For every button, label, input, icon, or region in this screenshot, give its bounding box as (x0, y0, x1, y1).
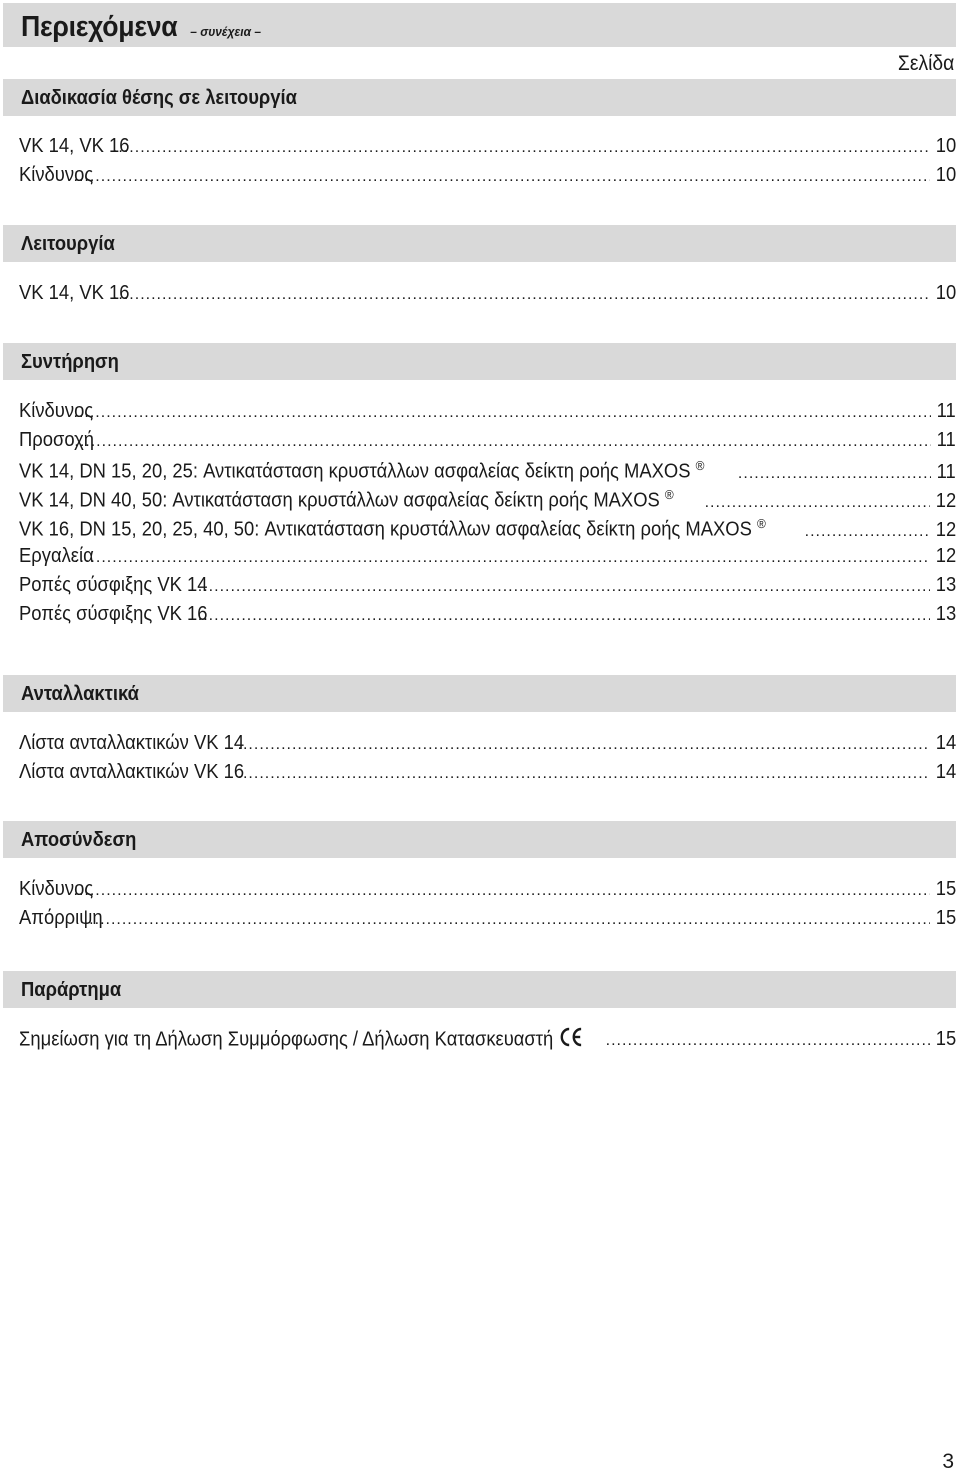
ce-mark-icon (559, 1027, 583, 1053)
toc-entry-page: 15 (935, 878, 956, 900)
section-title: Αποσύνδεση (21, 829, 137, 851)
toc-entry-text (19, 487, 674, 513)
toc-entry[interactable] (19, 135, 956, 163)
toc-entry-page: 15 (935, 1028, 956, 1051)
toc-leader-dots (113, 139, 930, 157)
toc-entry-page: 14 (935, 761, 956, 783)
section-header-operation (3, 225, 956, 262)
toc-entry-label: VK 14, DN 40, 50: Αντικατάσταση κρυστάλλων ασφαλείας δείκτη ροής MAXOS (19, 489, 660, 512)
toc-entry-text (19, 1027, 583, 1053)
section-title: Ανταλλακτικά (21, 683, 139, 705)
toc-entry-page: 10 (935, 135, 956, 157)
toc-leader-dots (705, 494, 930, 512)
title-bar (3, 3, 956, 47)
toc-entry-page: 11 (936, 400, 956, 422)
toc-entry-label: Σημείωση για τη Δήλωση Συμμόρφωσης / Δήλωση Κατασκευαστή (19, 1028, 554, 1051)
toc-entry-text: Εργαλεία (19, 545, 94, 567)
toc-entry[interactable] (19, 603, 956, 631)
toc-leader-dots (805, 523, 930, 541)
registered-mark: ® (756, 516, 766, 531)
section-header-commissioning (3, 79, 956, 116)
toc-leader-dots (198, 607, 930, 625)
toc-leader-dots (74, 882, 930, 900)
toc-leader-dots (74, 404, 932, 422)
page-title-text: Περιεχόμενα (21, 11, 178, 43)
toc-entry-text: VK 14, VK 16 (19, 135, 130, 157)
toc-entry[interactable] (19, 429, 956, 457)
section-header-maintenance (3, 343, 956, 380)
toc-entry-text: Ροπές σύσφιξης VK 16 (19, 603, 208, 625)
section-title: Παράρτημα (21, 979, 122, 1001)
section-header-appendix (3, 971, 956, 1008)
toc-leader-dots (74, 168, 930, 186)
toc-entry-page: 13 (935, 574, 956, 596)
toc-entry[interactable] (19, 516, 956, 544)
section-header-spare-parts (3, 675, 956, 712)
section-title: Διαδικασία θέσης σε λειτουργία (21, 87, 297, 109)
toc-entry-text (19, 516, 766, 542)
toc-entry-text: Λίστα ανταλλακτικών VK 16 (19, 761, 245, 783)
toc-entry[interactable] (19, 1027, 956, 1055)
toc-entry-page: 13 (935, 603, 956, 625)
toc-entry-text: Απόρριψη (19, 907, 103, 929)
section-header-decommissioning (3, 821, 956, 858)
toc-entry-page: 15 (935, 907, 956, 929)
toc-entry-text: Κίνδυνος (19, 164, 94, 186)
page-subtitle: – συνέχεια – (190, 24, 261, 39)
toc-leader-dots (74, 433, 931, 451)
toc-entry-text: Κίνδυνος (19, 878, 94, 900)
toc-entry-text: Προσοχή (19, 429, 94, 451)
toc-entry-page: 11 (936, 460, 956, 483)
toc-entry-text: VK 14, VK 16 (19, 282, 130, 304)
toc-entry[interactable] (19, 761, 956, 789)
toc-entry[interactable] (19, 545, 956, 573)
toc-entry-page: 10 (935, 282, 956, 304)
toc-leader-dots (74, 549, 930, 567)
page-number: 3 (942, 1450, 954, 1473)
toc-entry-page: 10 (935, 164, 956, 186)
toc-entry-label: VK 16, DN 15, 20, 25, 40, 50: Αντικατάσταση κρυστάλλων ασφαλείας δείκτη ροής MAXOS (19, 518, 752, 541)
toc-entry[interactable] (19, 458, 956, 486)
toc-entry-label: VK 14, DN 15, 20, 25: Αντικατάσταση κρυστάλλων ασφαλείας δείκτη ροής MAXOS (19, 460, 691, 483)
page-column-label: Σελίδα (897, 52, 954, 75)
toc-entry-text: Ροπές σύσφιξης VK 14 (19, 574, 208, 596)
toc-entry[interactable] (19, 487, 956, 515)
toc-leader-dots (198, 578, 930, 596)
toc-leader-dots (84, 911, 930, 929)
registered-mark: ® (664, 487, 674, 502)
toc-entry[interactable] (19, 574, 956, 602)
section-title: Λειτουργία (21, 233, 115, 255)
toc-entry[interactable] (19, 732, 956, 760)
toc-entry-page: 11 (936, 429, 956, 451)
toc-entry-page: 14 (935, 732, 956, 754)
toc-entry[interactable] (19, 400, 956, 428)
section-title: Συντήρηση (21, 351, 119, 373)
page-title (21, 11, 261, 44)
registered-mark: ® (695, 458, 705, 473)
toc-leader-dots (738, 465, 931, 483)
toc-entry-text: Λίστα ανταλλακτικών VK 14 (19, 732, 245, 754)
toc-entry-page: 12 (935, 518, 956, 541)
toc-leader-dots (606, 1032, 930, 1050)
toc-entry[interactable] (19, 878, 956, 906)
toc-leader-dots (238, 765, 930, 783)
toc-entry-text: Κίνδυνος (19, 400, 94, 422)
toc-entry-page: 12 (935, 545, 956, 567)
toc-leader-dots (113, 286, 930, 304)
toc-entry[interactable] (19, 164, 956, 192)
toc-entry[interactable] (19, 282, 956, 310)
toc-leader-dots (238, 736, 930, 754)
toc-entry-text (19, 458, 704, 484)
toc-entry[interactable] (19, 907, 956, 935)
toc-entry-page: 12 (935, 489, 956, 512)
